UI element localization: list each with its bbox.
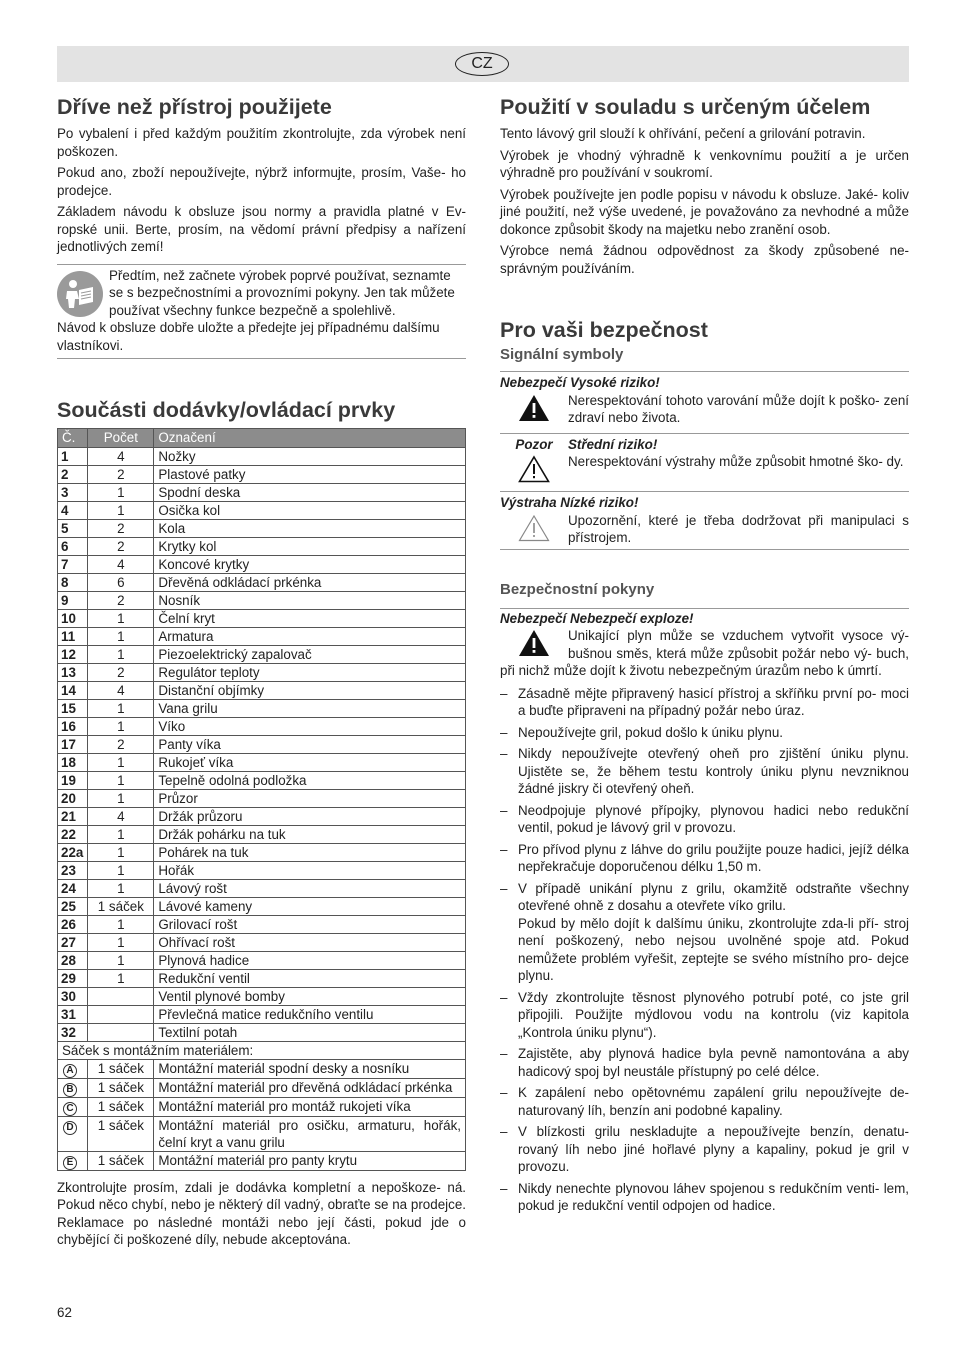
part-name: Ventil plynové bomby	[154, 987, 466, 1005]
part-name: Spodní deska	[154, 483, 466, 501]
table-row	[58, 645, 466, 663]
signal-low-risk-head: Výstraha Nízké riziko!	[500, 495, 639, 510]
part-number: 25	[58, 897, 88, 915]
part-quantity: 1	[88, 753, 154, 771]
signal-symbols-subtitle: Signální symboly	[500, 346, 624, 363]
part-name: Dřevěná odkládací prkénka	[154, 573, 466, 591]
bag-table-body	[58, 1059, 466, 1170]
bag-letter-cell	[58, 1151, 88, 1170]
part-number: 22a	[58, 843, 88, 861]
table-row	[58, 573, 466, 591]
part-name: Regulátor teploty	[154, 663, 466, 681]
read-manual-notice	[57, 264, 466, 360]
part-quantity	[88, 987, 154, 1005]
table-row	[58, 897, 466, 915]
bag-letter: D	[63, 1121, 77, 1135]
table-row	[58, 861, 466, 879]
signal-high-risk	[500, 371, 909, 427]
part-number: 17	[58, 735, 88, 753]
table-row	[58, 1059, 466, 1078]
part-number: 30	[58, 987, 88, 1005]
part-name: Grilovací rošt	[154, 915, 466, 933]
part-quantity: 1	[88, 717, 154, 735]
before-use-title: Dříve než přístroj použijete	[57, 95, 332, 119]
part-name: Distanční objímky	[154, 681, 466, 699]
table-row	[58, 1078, 466, 1097]
list-item: – Nikdy nepoužívejte otevřený oheň pro zjištění úniku plynu. Ujistěte se, že během testu kontroly úniku plynu nevzniknou žádné jiskry či otevřený oheň.	[500, 745, 909, 798]
part-name: Koncové krytky	[154, 555, 466, 573]
part-quantity: 1 sáček	[88, 897, 154, 915]
table-row	[58, 969, 466, 987]
language-badge: CZ	[455, 52, 509, 76]
table-row	[58, 537, 466, 555]
bag-description: Montážní materiál spodní desky a nosníku	[154, 1059, 466, 1078]
table-row	[58, 681, 466, 699]
part-name: Tepelně odolná podložka	[154, 771, 466, 789]
signal-medium-risk-head: Střední riziko!	[568, 436, 658, 452]
list-item-text: – V případě unikání plynu z grilu, okamžitě odstraňte všechny otevřené ohně z dosahu a otevřete víko grilu.	[518, 880, 909, 913]
part-name: Držák pohárku na tuk	[154, 825, 466, 843]
part-quantity	[88, 1023, 154, 1041]
part-name: Lávový rošt	[154, 879, 466, 897]
part-number: 4	[58, 501, 88, 519]
part-number: 26	[58, 915, 88, 933]
explosion-warning-text: Unikající plyn může se vzduchem vytvořit vysoce vý- bušnou směs, která může způsobit požár nebo vý- buch, při nichž může dojít k životu nebezpečným úrazům nebo k úmrtí.	[500, 628, 909, 678]
before-use-paragraph: Pokud ano, zboží nepoužívejte, nýbrž informujte, prosím, Vaše- ho prodejce.	[57, 165, 466, 198]
intended-use-paragraph: Výrobce nemá žádnou odpovědnost za škody způsobené ne- správným používáním.	[500, 243, 909, 276]
table-row	[58, 663, 466, 681]
part-name: Armatura	[154, 627, 466, 645]
list-item: – Nikdy nenechte plynovou láhev spojenou s redukčním venti- lem, pokud je redukční ventil odpojen od hadice.	[500, 1180, 909, 1215]
part-number: 6	[58, 537, 88, 555]
table-row	[58, 1097, 466, 1116]
bag-quantity: 1 sáček	[88, 1151, 154, 1170]
warning-light-icon	[500, 512, 568, 547]
notice-text-2: Návod k obsluze dobře uložte a předejte jej případnému dalšímu vlastníkovi.	[57, 320, 440, 353]
intended-use-paragraph: Výrobek používejte jen podle popisu v návodu k obsluze. Jaké- koliv jiné použití, než výše uvedené, je považováno za nevhodné a může dokonce způsobit škody na majetku nebo zranění osob.	[500, 186, 909, 237]
part-number: 7	[58, 555, 88, 573]
signal-medium-risk	[500, 433, 909, 484]
table-row	[58, 825, 466, 843]
table-row	[58, 699, 466, 717]
bag-description: Montážní materiál pro montáž rukojeti víka	[154, 1097, 466, 1116]
page-number: 62	[57, 1305, 72, 1320]
part-name: Držák průzoru	[154, 807, 466, 825]
table-row	[58, 753, 466, 771]
notice-text: Předtím, než začnete výrobek poprvé používat, seznamte se s bezpečnostními a provozními pokyny. Jen tak můžete používat všechny funkce bezpečně a spolehlivě.	[109, 267, 455, 318]
part-quantity: 1	[88, 771, 154, 789]
bag-letter-cell	[58, 1116, 88, 1151]
part-quantity: 4	[88, 555, 154, 573]
part-name: Textilní potah	[154, 1023, 466, 1041]
before-use-paragraph: Základem návodu k obsluze jsou normy a pravidla platné v Ev- ropské unii. Berte, prosím, na vědomí právní předpisy a nařízení jednotlivých zemí!	[57, 204, 466, 254]
bag-letter: B	[63, 1083, 77, 1097]
part-number: 15	[58, 699, 88, 717]
table-row	[58, 987, 466, 1005]
part-quantity: 2	[88, 663, 154, 681]
bag-quantity: 1 sáček	[88, 1078, 154, 1097]
part-quantity: 4	[88, 681, 154, 699]
bag-quantity: 1 sáček	[88, 1097, 154, 1116]
part-quantity: 6	[88, 573, 154, 591]
part-name: Čelní kryt	[154, 609, 466, 627]
column-header-number: Č.	[58, 429, 88, 448]
part-number: 12	[58, 645, 88, 663]
part-name: Plynová hadice	[154, 951, 466, 969]
table-row	[58, 789, 466, 807]
table-row	[58, 501, 466, 519]
part-quantity: 1	[88, 789, 154, 807]
part-name: Ohřívací rošt	[154, 933, 466, 951]
bag-description: Montážní materiál pro osičku, armaturu, hořák, čelní kryt a vanu grilu	[154, 1116, 466, 1151]
part-name: Redukční ventil	[154, 969, 466, 987]
part-quantity: 1	[88, 969, 154, 987]
part-name: Pohárek na tuk	[154, 843, 466, 861]
part-name: Plastové patky	[154, 465, 466, 483]
table-row	[58, 465, 466, 483]
table-row	[58, 555, 466, 573]
table-row	[58, 771, 466, 789]
bag-description: Montážní materiál pro panty krytu	[154, 1151, 466, 1170]
list-item: – Vždy zkontrolujte těsnost plynového potrubí poté, co jste gril připojili. Použijte mýdlovou vodu na kontrolu (viz kapitola „Kontrola úniku plynu“).	[500, 989, 909, 1042]
parts-title: Součásti dodávky/ovládací prvky	[57, 398, 396, 422]
part-number: 29	[58, 969, 88, 987]
part-number: 20	[58, 789, 88, 807]
part-quantity: 2	[88, 465, 154, 483]
part-number: 31	[58, 1005, 88, 1023]
intended-use-title: Použití v souladu s určeným účelem	[500, 95, 871, 119]
safety-title: Pro vaši bezpečnost	[500, 318, 708, 342]
part-number: 10	[58, 609, 88, 627]
part-quantity: 1	[88, 627, 154, 645]
part-number: 21	[58, 807, 88, 825]
part-number: 9	[58, 591, 88, 609]
explosion-warning-head: Nebezpečí Nebezpečí exploze!	[500, 610, 694, 626]
part-number: 23	[58, 861, 88, 879]
part-number: 24	[58, 879, 88, 897]
list-item: – Pro přívod plynu z láhve do grilu použijte pouze hadici, jejíž délka nepřekračuje doporučenou délku 1,50 m.	[500, 841, 909, 876]
bag-letter-cell	[58, 1059, 88, 1078]
part-quantity: 1	[88, 879, 154, 897]
table-row	[58, 1116, 466, 1151]
table-row	[58, 519, 466, 537]
right-column	[500, 94, 909, 1219]
parts-table-body	[58, 447, 466, 1041]
part-name: Víko	[154, 717, 466, 735]
part-number: 8	[58, 573, 88, 591]
signal-medium-risk-prefix: Pozor	[515, 436, 553, 452]
table-row	[58, 951, 466, 969]
bag-letter: A	[63, 1064, 77, 1078]
part-name: Vana grilu	[154, 699, 466, 717]
column-header-name: Označení	[154, 429, 466, 448]
part-quantity	[88, 1005, 154, 1023]
signal-high-risk-head: Nebezpečí Vysoké riziko!	[500, 375, 660, 390]
part-name: Nosník	[154, 591, 466, 609]
explosion-warning	[500, 608, 909, 680]
table-row	[58, 717, 466, 735]
table-row	[58, 933, 466, 951]
warning-filled-icon	[500, 627, 568, 657]
part-quantity: 1	[88, 933, 154, 951]
before-use-paragraph: Po vybalení i před každým použitím zkontrolujte, zda výrobek není poškozen.	[57, 126, 466, 159]
read-manual-icon	[57, 271, 103, 317]
part-name: Lávové kameny	[154, 897, 466, 915]
list-item	[500, 880, 909, 985]
table-row	[58, 609, 466, 627]
part-name: Osička kol	[154, 501, 466, 519]
table-row	[58, 1005, 466, 1023]
safety-instructions-list	[500, 685, 909, 1215]
list-item: – V blízkosti grilu neskladujte a nepoužívejte benzín, denatu- rovaný líh nebo jiné hořlavé plyny a kapaliny, pokud je gril v provozu.	[500, 1123, 909, 1176]
list-item: – Neodpojuje plynové přípojky, plynovou hadici nebo redukční ventil, pokud je lávový gril v provozu.	[500, 802, 909, 837]
signal-medium-risk-text: Nerespektování výstrahy může způsobit hmotné ško- dy.	[568, 454, 904, 469]
part-name: Průzor	[154, 789, 466, 807]
table-row	[58, 627, 466, 645]
part-quantity: 2	[88, 591, 154, 609]
signal-high-risk-text: Nerespektování tohoto varování může dojít k poško- zení zdraví nebo života.	[568, 392, 909, 425]
part-quantity: 1	[88, 861, 154, 879]
part-number: 11	[58, 627, 88, 645]
part-name: Krytky kol	[154, 537, 466, 555]
table-row	[58, 483, 466, 501]
part-quantity: 2	[88, 537, 154, 555]
part-quantity: 2	[88, 735, 154, 753]
part-quantity: 2	[88, 519, 154, 537]
bag-letter: E	[63, 1156, 77, 1170]
part-number: 27	[58, 933, 88, 951]
bag-quantity: 1 sáček	[88, 1116, 154, 1151]
part-name: Rukojeť víka	[154, 753, 466, 771]
part-quantity: 4	[88, 447, 154, 465]
part-number: 14	[58, 681, 88, 699]
list-item: – Nepoužívejte gril, pokud došlo k úniku plynu.	[500, 724, 909, 742]
part-name: Piezoelektrický zapalovač	[154, 645, 466, 663]
part-number: 3	[58, 483, 88, 501]
bag-quantity: 1 sáček	[88, 1059, 154, 1078]
part-name: Převlečná matice redukčního ventilu	[154, 1005, 466, 1023]
bag-letter-cell	[58, 1078, 88, 1097]
part-name: Kola	[154, 519, 466, 537]
bag-letter-cell	[58, 1097, 88, 1116]
warning-outline-icon	[500, 453, 568, 483]
list-item: – K zapálení nebo opětovnému zapálení grilu nepoužívejte de- naturovaný líh, benzín ani podobné kapaliny.	[500, 1084, 909, 1119]
bag-label: Sáček s montážním materiálem:	[58, 1041, 466, 1059]
part-name: Hořák	[154, 861, 466, 879]
intended-use-paragraph: Tento lávový gril slouží k ohřívání, pečení a grilování potravin.	[500, 126, 866, 141]
column-header-quantity: Počet	[88, 429, 154, 448]
safety-instructions-subtitle: Bezpečnostní pokyny	[500, 580, 655, 598]
table-row	[58, 447, 466, 465]
signal-low-risk	[500, 491, 909, 550]
table-row	[58, 1023, 466, 1041]
part-quantity: 1	[88, 609, 154, 627]
list-item-continuation: Pokud by mělo dojít k dalšímu úniku, zkontrolujte zda-li pří- stroj není poškozený, nebo nejsou uvolněné spoje atd. Pokud nemůžete problém vyřešit, zeptejte se svého místního pro- dejce plynu.	[518, 915, 909, 983]
part-number: 32	[58, 1023, 88, 1041]
part-quantity: 1	[88, 645, 154, 663]
table-row	[58, 591, 466, 609]
part-quantity: 1	[88, 699, 154, 717]
parts-table	[57, 428, 466, 1171]
list-item: – Zásadně mějte připravený hasicí přístroj a skříňku první po- moci a buďte připraveni na případný požár nebo úraz.	[500, 685, 909, 720]
part-number: 18	[58, 753, 88, 771]
part-quantity: 1	[88, 501, 154, 519]
table-row	[58, 915, 466, 933]
part-quantity: 1	[88, 951, 154, 969]
parts-footer-text: Zkontrolujte prosím, zdali je dodávka kompletní a nepoškoze- ná. Pokud něco chybí, nebo je některý díl vadný, obraťte se na prodejce. Reklamace po následné montáži nebo její části, pokud jde o chybějící či poškozené díly, nebude akceptována.	[57, 1179, 466, 1247]
part-number: 1	[58, 447, 88, 465]
part-name: Panty víka	[154, 735, 466, 753]
table-row	[58, 735, 466, 753]
table-row	[58, 843, 466, 861]
part-quantity: 1	[88, 825, 154, 843]
part-number: 28	[58, 951, 88, 969]
signal-low-risk-text: Upozornění, které je třeba dodržovat při manipulaci s přístrojem.	[568, 512, 909, 545]
part-quantity: 1	[88, 915, 154, 933]
part-name: Nožky	[154, 447, 466, 465]
bag-description: Montážní materiál pro dřevěná odkládací prkénka	[154, 1078, 466, 1097]
table-row	[58, 807, 466, 825]
part-number: 22	[58, 825, 88, 843]
left-column	[57, 94, 466, 1253]
bag-letter: C	[63, 1102, 77, 1116]
part-number: 19	[58, 771, 88, 789]
part-quantity: 1	[88, 843, 154, 861]
warning-filled-icon	[500, 392, 568, 427]
part-number: 16	[58, 717, 88, 735]
part-number: 13	[58, 663, 88, 681]
part-quantity: 4	[88, 807, 154, 825]
part-quantity: 1	[88, 483, 154, 501]
part-number: 2	[58, 465, 88, 483]
intended-use-paragraph: Výrobek je vhodný výhradně k venkovnímu použití a je určen výhradně pro používání v soukromí.	[500, 147, 909, 180]
part-number: 5	[58, 519, 88, 537]
list-item: – Zajistěte, aby plynová hadice byla pevně namontována a aby hadicový spoj byl neustále přístupný po celé délce.	[500, 1045, 909, 1080]
table-row	[58, 879, 466, 897]
table-row	[58, 1151, 466, 1170]
